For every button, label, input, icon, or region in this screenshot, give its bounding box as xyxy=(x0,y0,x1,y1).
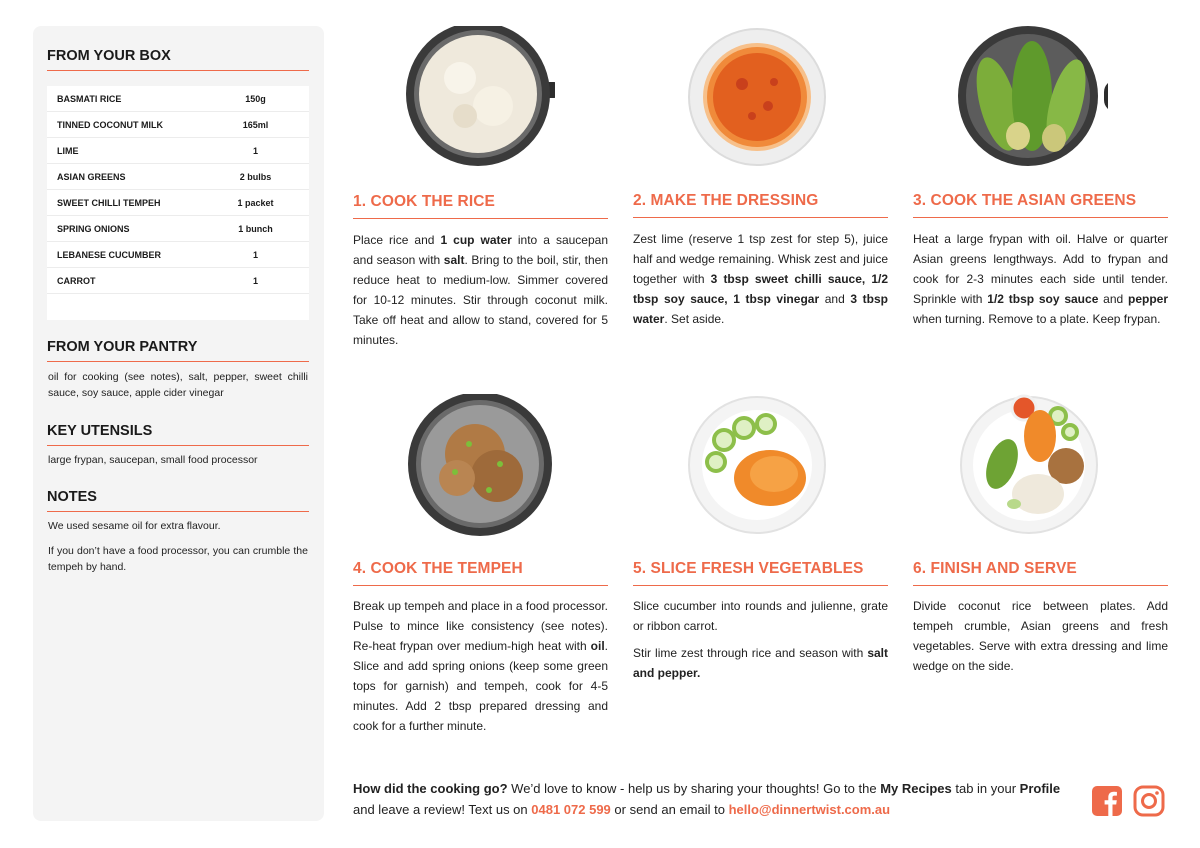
ingredient-qty: 2 bulbs xyxy=(239,171,272,182)
bold-ingredient: 1/2 tbsp soy sauce xyxy=(987,292,1099,306)
notes-heading: NOTES xyxy=(47,489,309,512)
step-paragraph xyxy=(633,643,888,683)
table-row xyxy=(47,190,309,216)
tempeh-pan-photo xyxy=(405,394,555,536)
instruction-text: . Slice and add spring onions (keep some green tops for garnish) and tempeh, cook for 4-5 minutes. Add 2 tbsp prepared dressing and cook for a further minute. xyxy=(353,639,608,733)
instruction-text: when turning. Remove to a plate. Keep frypan. xyxy=(913,312,1161,326)
footer-text: or send an email to xyxy=(610,802,729,817)
ingredient-qty: 1 bunch xyxy=(238,223,273,234)
instruction-text: Heat a large frypan with oil. Halve or quarter Asian greens lengthways. Add to frypan and cook for 2-3 minutes each side until tender. Sprinkle with xyxy=(913,232,1168,306)
instruction-text: . Bring to the boil, stir, then reduce heat to medium-low. Simmer covered for 10-12 minutes. Stir through coconut milk. Take off heat and allow to stand, covered for 5 minutes. xyxy=(353,253,609,347)
step-paragraph xyxy=(913,596,1168,676)
ingredient-name: BASMATI RICE xyxy=(57,93,122,104)
ingredient-qty: 1 packet xyxy=(237,197,274,208)
bold-ingredient: 1 cup water xyxy=(440,233,512,247)
profile-link[interactable]: Profile xyxy=(1019,781,1061,796)
instagram-icon[interactable] xyxy=(1133,785,1165,817)
step-2-text xyxy=(633,229,888,336)
step-paragraph xyxy=(913,229,1168,329)
box-ingredients-table xyxy=(47,86,309,320)
ingredient-name: SWEET CHILLI TEMPEH xyxy=(57,197,161,208)
table-row xyxy=(47,138,309,164)
ingredient-qty: 1 xyxy=(252,249,258,260)
instruction-text: into a saucepan and season with xyxy=(353,233,608,267)
dressing-bowl-photo xyxy=(686,26,836,168)
vegetables-plate-photo xyxy=(686,394,836,536)
step-3-text xyxy=(913,229,1168,336)
step-paragraph xyxy=(633,229,888,329)
table-row xyxy=(47,86,309,112)
facebook-icon[interactable] xyxy=(1091,785,1123,817)
bold-ingredient: 3 tbsp water xyxy=(633,292,888,326)
ingredient-name: TINNED COCONUT MILK xyxy=(57,119,163,130)
instruction-text: Place rice and xyxy=(353,233,441,247)
asian-greens-pan-photo xyxy=(958,26,1108,168)
table-row xyxy=(47,268,309,294)
footer-text: and leave a review! Text us on xyxy=(353,802,532,817)
table-row xyxy=(47,164,309,190)
feedback-question: How did the cooking go? xyxy=(353,781,508,796)
step-2-title: 2. MAKE THE DRESSING xyxy=(633,192,888,218)
bold-ingredient: salt and pepper. xyxy=(633,646,888,680)
step-1-title: 1. COOK THE RICE xyxy=(353,193,608,219)
step-4-title: 4. COOK THE TEMPEH xyxy=(353,560,608,586)
served-plate-photo xyxy=(958,394,1108,536)
ingredient-name: LEBANESE CUCUMBER xyxy=(57,249,162,260)
ingredient-qty: 1 xyxy=(252,145,258,156)
bold-ingredient: oil xyxy=(590,639,605,653)
table-row xyxy=(47,112,309,138)
note-text: If you don’t have a food processor, you can crumble the tempeh by hand. xyxy=(48,545,308,573)
instruction-text: Zest lime (reserve 1 tsp zest for step 5), juice half and wedge remaining. Whisk zest and juice together with xyxy=(633,232,888,286)
step-4-text xyxy=(353,596,608,743)
feedback-footer xyxy=(353,778,1078,820)
instruction-text: and xyxy=(1098,292,1128,306)
from-your-pantry-heading: FROM YOUR PANTRY xyxy=(47,339,309,362)
instruction-text: Break up tempeh and place in a food processor. Pulse to mince like consistency (see notes). Re-heat frypan over medium-high heat with xyxy=(353,599,608,653)
footer-text: We’d love to know - help us by sharing your thoughts! Go to the xyxy=(507,781,881,796)
instruction-text: Slice cucumber into rounds and julienne, grate or ribbon carrot. xyxy=(633,599,888,633)
table-row xyxy=(47,216,309,242)
step-5-title: 5. SLICE FRESH VEGETABLES xyxy=(633,560,888,586)
email-link[interactable]: hello@dinnertwist.com.au xyxy=(728,802,891,817)
ingredient-name: SPRING ONIONS xyxy=(57,223,130,234)
rice-pot-photo xyxy=(405,26,555,168)
instruction-text: . Set aside. xyxy=(664,312,725,326)
ingredient-qty: 165ml xyxy=(242,119,269,130)
step-3-title: 3. COOK THE ASIAN GREENS xyxy=(913,192,1168,218)
instruction-text: and xyxy=(819,292,851,306)
step-6-text xyxy=(913,596,1168,683)
ingredient-name: CARROT xyxy=(57,275,96,286)
ingredient-qty: 150g xyxy=(245,93,266,104)
my-recipes-link[interactable]: My Recipes xyxy=(880,781,952,796)
ingredients-sidebar xyxy=(33,26,324,821)
ingredient-name: LIME xyxy=(57,145,79,156)
ingredient-qty: 1 xyxy=(252,275,258,286)
footer-text: tab in your xyxy=(951,781,1020,796)
utensils-list: large frypan, saucepan, small food processor xyxy=(48,454,258,466)
from-your-box-heading: FROM YOUR BOX xyxy=(47,48,309,71)
key-utensils-heading: KEY UTENSILS xyxy=(47,423,309,446)
ingredient-name: ASIAN GREENS xyxy=(57,171,126,182)
instruction-text: Stir lime zest through rice and season with xyxy=(633,646,868,660)
bold-ingredient: pepper xyxy=(1127,292,1168,306)
step-paragraph xyxy=(633,596,888,636)
instruction-text: Divide coconut rice between plates. Add tempeh crumble, Asian greens and fresh vegetables. Serve with extra dressing and lime wedge on the side. xyxy=(913,599,1168,673)
phone-number-link[interactable]: 0481 072 599 xyxy=(531,802,611,817)
note-text: We used sesame oil for extra flavour. xyxy=(48,520,221,532)
step-6-title: 6. FINISH AND SERVE xyxy=(913,560,1168,586)
bold-ingredient: salt xyxy=(443,253,465,267)
step-paragraph xyxy=(353,596,608,736)
bold-ingredient: 3 tbsp sweet chilli sauce, 1/2 tbsp soy sauce, 1 tbsp vinegar xyxy=(633,272,889,306)
step-5-text xyxy=(633,596,888,690)
step-1-text xyxy=(353,230,608,357)
table-row xyxy=(47,242,309,268)
step-paragraph xyxy=(353,230,608,350)
pantry-list: oil for cooking (see notes), salt, pepper, sweet chilli sauce, soy sauce, apple cider vinegar xyxy=(48,371,308,399)
